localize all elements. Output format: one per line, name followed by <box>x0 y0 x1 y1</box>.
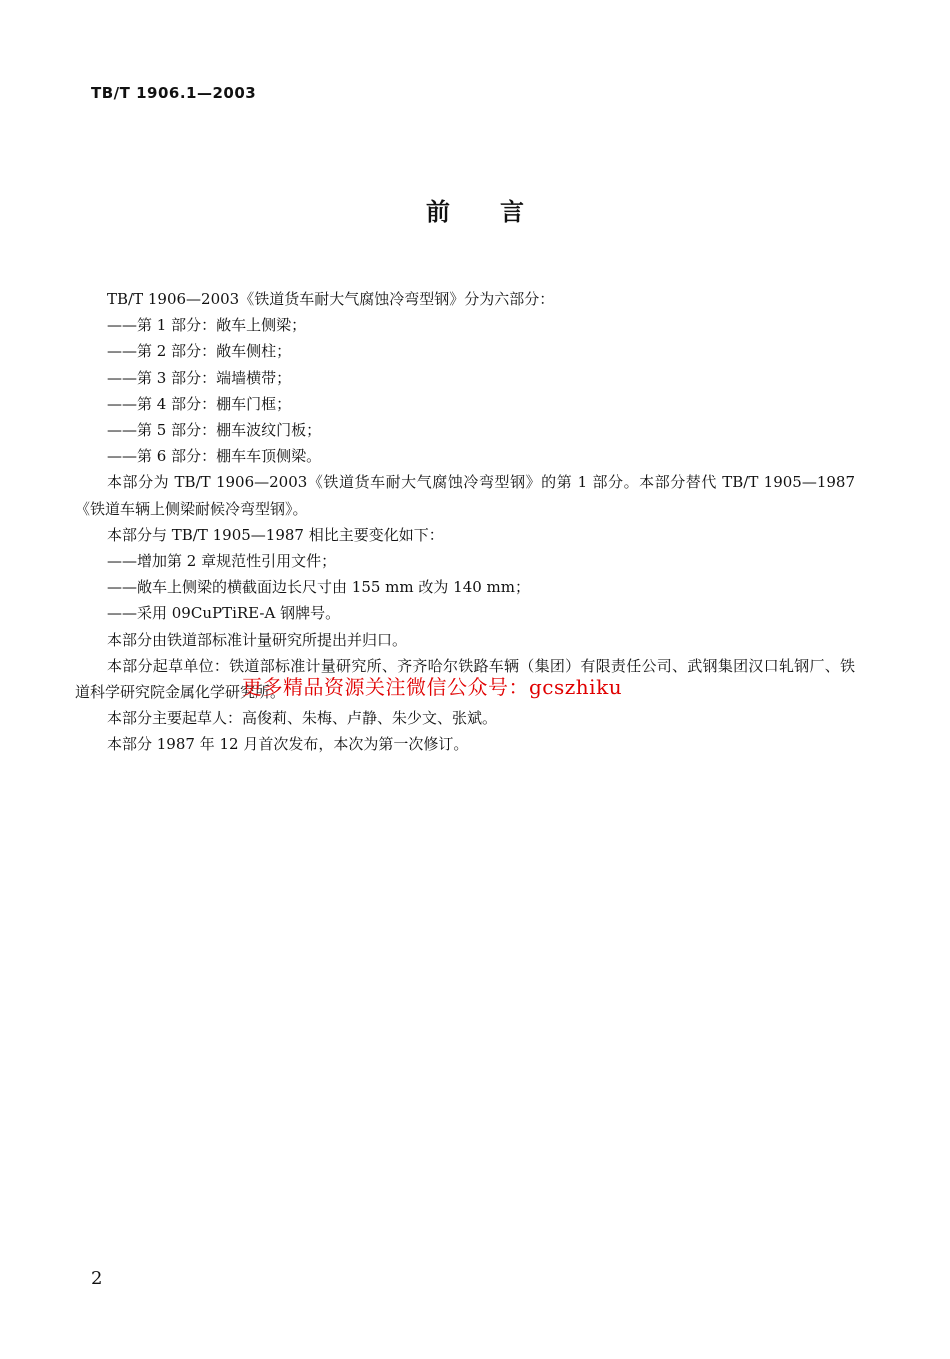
proposer-paragraph: 本部分由铁道部标准计量研究所提出并归口。 <box>107 630 408 649</box>
intro-paragraph: TB/T 1906—2003《铁道货车耐大气腐蚀冷弯型钢》分为六部分： <box>107 290 555 308</box>
page-title: 前言 <box>426 198 574 226</box>
part-item-3: ——第 3 部分：端墙横带； <box>107 368 292 387</box>
watermark-text: 更多精品资源关注微信公众号：gcszhiku <box>242 675 623 699</box>
drafters-paragraph: 本部分主要起草人：高俊莉、朱梅、卢静、朱少文、张斌。 <box>107 709 498 728</box>
replacement-paragraph: 本部分为 TB/T 1906—2003《铁道货车耐大气腐蚀冷弯型钢》的第 1 部分。本部分替代 TB/T 1905—1987《铁道车辆上侧梁耐候冷弯型钢》。 <box>75 473 855 518</box>
part-item-5: ——第 5 部分：棚车波纹门板； <box>107 421 322 440</box>
change-item-2: ——敞车上侧梁的横截面边长尺寸由 155 mm 改为 140 mm； <box>107 578 530 597</box>
change-item-3: ——采用 09CuPTiRE-A 钢牌号。 <box>107 604 341 623</box>
part-item-6: ——第 6 部分：棚车车顶侧梁。 <box>107 447 322 466</box>
part-item-1: ——第 1 部分：敞车上侧梁； <box>107 316 307 335</box>
drafting-units-paragraph: 本部分起草单位：铁道部标准计量研究所、齐齐哈尔铁路车辆（集团）有限责任公司、武钢集团汉口轧钢厂、铁道科学研究院金属化学研究所。 <box>75 656 855 702</box>
part-item-4: ——第 4 部分：棚车门框； <box>107 394 292 413</box>
page-number: 2 <box>91 1268 103 1289</box>
change-item-1: ——增加第 2 章规范性引用文件； <box>107 552 337 571</box>
history-paragraph: 本部分 1987 年 12 月首次发布，本次为第一次修订。 <box>107 735 469 754</box>
changes-intro-paragraph: 本部分与 TB/T 1905—1987 相比主要变化如下： <box>107 525 444 544</box>
part-item-2: ——第 2 部分：敞车侧柱； <box>107 342 292 361</box>
standard-code: TB/T 1906.1—2003 <box>91 84 257 102</box>
